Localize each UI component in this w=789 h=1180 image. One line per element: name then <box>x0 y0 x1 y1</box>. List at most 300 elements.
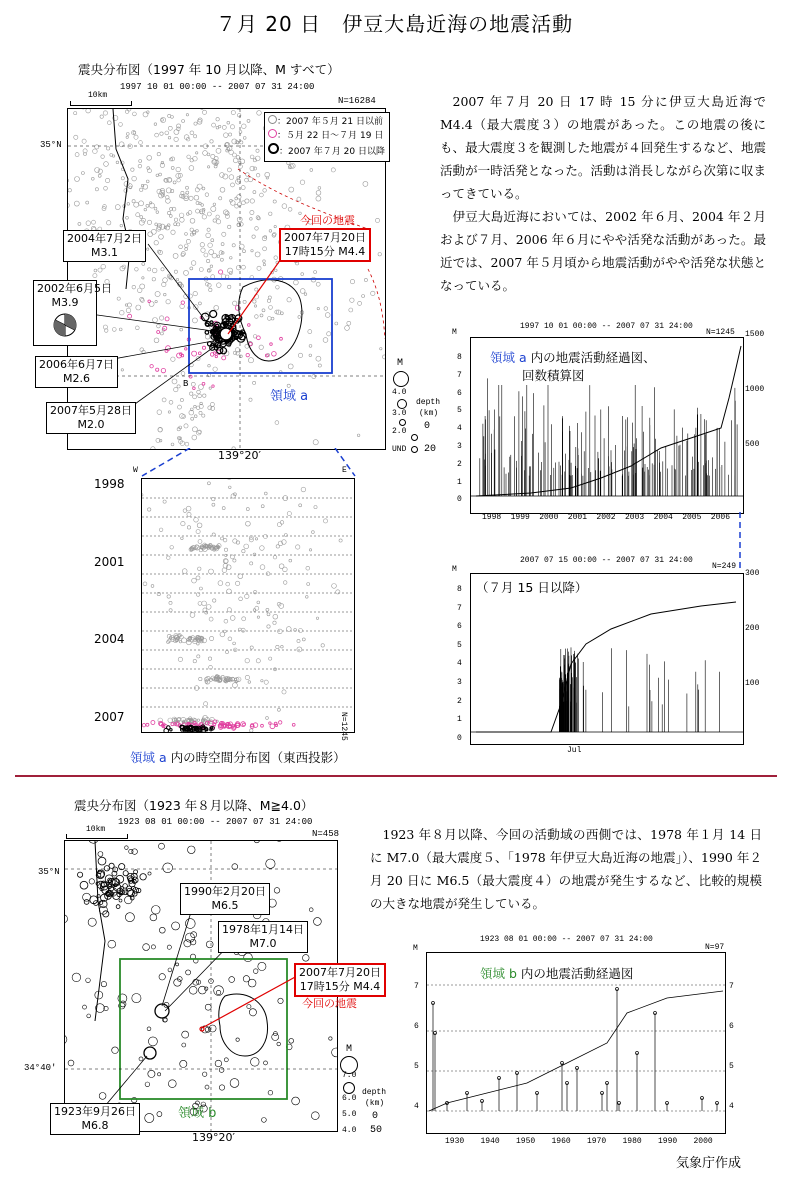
bottom-map-scale: 10km <box>86 825 106 834</box>
top-depth-unit: (km) <box>419 409 439 418</box>
epicenter-old <box>316 356 321 361</box>
epicenter-cluster <box>104 866 109 871</box>
epicenter-old <box>137 288 142 293</box>
axis-tick-label: 6 <box>457 388 462 398</box>
epicenter-old <box>98 169 102 173</box>
epicenter-old <box>238 114 241 117</box>
epicenter-old <box>229 175 234 180</box>
epicenter-old <box>243 137 246 140</box>
epicenter-old <box>140 188 143 191</box>
epicenter-old <box>192 318 197 323</box>
epicenter-old <box>231 111 235 115</box>
spacetime-old <box>264 680 268 684</box>
epicenter-old <box>230 125 234 129</box>
spacetime-old <box>209 569 214 574</box>
epicenter-old <box>257 266 261 270</box>
epicenter-mid <box>189 375 192 378</box>
epicenter-mid <box>165 317 169 321</box>
epicenter-hist <box>292 1097 300 1105</box>
epicenter-old <box>209 288 212 291</box>
epicenter-old <box>288 207 292 211</box>
epicenter-old <box>314 271 317 274</box>
epicenter-old <box>298 353 302 357</box>
epicenter-old <box>171 116 174 119</box>
axis-tick-label: 4 <box>729 1102 734 1111</box>
epicenter-hist <box>230 1079 239 1088</box>
epicenter-hist <box>314 918 322 926</box>
spacetime-old <box>316 617 318 619</box>
spacetime-old <box>192 578 197 583</box>
epicenter-old <box>211 206 216 211</box>
epicenter-old <box>163 278 168 283</box>
epicenter-old <box>180 328 183 331</box>
cumulative-curve <box>476 602 736 732</box>
epicenter-old <box>138 164 142 168</box>
epicenter-old <box>136 213 140 217</box>
epicenter-old <box>98 268 102 272</box>
top-description <box>440 90 766 297</box>
epicenter-old <box>269 212 272 215</box>
epicenter-old <box>271 317 274 320</box>
epicenter-old <box>192 427 197 432</box>
bottom-map-lon: 139°20′ <box>192 1131 235 1144</box>
epicenter-old <box>126 216 129 219</box>
epicenter-old <box>308 330 312 334</box>
epicenter-old <box>312 375 316 379</box>
spacetime-caption: 領域 a 内の時空間分布図（東西投影） <box>130 750 346 765</box>
epicenter-old <box>255 227 259 231</box>
spacetime-old <box>312 531 315 534</box>
spacetime-mid <box>270 724 275 729</box>
axis-tick-label: 1970 <box>587 1137 607 1146</box>
epicenter-old <box>127 303 131 307</box>
epicenter-old <box>98 174 101 177</box>
epicenter-hist <box>143 944 150 951</box>
epicenter-hist <box>303 955 310 962</box>
graph3-title: 領域 b 内の地震活動経過図 <box>480 966 634 981</box>
spacetime-old <box>242 617 246 621</box>
epicenter-old <box>313 440 318 445</box>
epicenter-hist <box>185 919 195 929</box>
epicenter-old <box>154 241 158 245</box>
epicenter-old <box>263 247 267 251</box>
spacetime-old <box>169 601 172 604</box>
epicenter-cluster <box>80 881 88 889</box>
epicenter-old <box>204 253 208 257</box>
epicenter-hist <box>108 940 116 948</box>
epicenter-old <box>127 203 130 206</box>
epicenter-old <box>202 414 205 417</box>
axis-tick-label: 1500 <box>745 330 765 339</box>
epicenter-old <box>176 278 178 280</box>
spacetime-old <box>206 605 211 610</box>
top-paragraph-2: 伊豆大島近海においては、2002 年６月、2004 年２月および７月、2006 年６月にやや活発な活動があった。最近では、2007 年５月頃から地震活動がやや活発な状態となっている。 <box>440 209 766 293</box>
spacetime-old <box>246 508 249 511</box>
graph2-plot <box>470 573 744 745</box>
epicenter-old <box>168 178 172 182</box>
epicenter-old <box>194 195 199 200</box>
epicenter-old <box>86 201 89 204</box>
epicenter-old <box>157 324 161 328</box>
epicenter-old <box>207 166 209 168</box>
epicenter-old <box>180 218 185 223</box>
epicenter-old <box>167 211 170 214</box>
epicenter-old <box>345 326 350 331</box>
cumulative-curve <box>429 991 723 1111</box>
epicenter-old <box>230 257 233 260</box>
epicenter-old <box>160 332 163 335</box>
epicenter-old <box>156 174 159 177</box>
spacetime-old <box>278 629 283 634</box>
spacetime-cluster <box>245 675 249 679</box>
spacetime-old <box>253 553 256 556</box>
epicenter-old <box>132 176 137 181</box>
axis-tick-label: 100 <box>745 679 760 688</box>
epicenter-mid <box>213 352 216 355</box>
epicenter-old <box>190 267 193 270</box>
epicenter-hist <box>216 990 220 994</box>
label-2007-05-28: 2007年5月28日 M2.0 <box>46 402 136 434</box>
epicenter-old <box>347 321 351 325</box>
epicenter-old <box>152 268 157 273</box>
epicenter-hist <box>186 970 191 975</box>
epicenter-old <box>112 328 116 332</box>
epicenter-mid <box>193 387 196 390</box>
epicenter-old <box>168 126 172 130</box>
epicenter-hist <box>244 953 253 962</box>
epicenter-mid <box>156 368 159 371</box>
spacetime-old <box>223 538 227 542</box>
epicenter-old <box>216 220 220 224</box>
epicenter-old <box>180 398 183 401</box>
spacetime-old <box>299 629 303 633</box>
epicenter-old <box>216 118 219 121</box>
epicenter-old <box>263 189 267 193</box>
epicenter-hist <box>112 1047 119 1054</box>
epicenter-old <box>190 392 193 395</box>
epicenter-old <box>177 178 181 182</box>
epicenter-hist <box>148 872 151 875</box>
st-year-2007: 2007 <box>94 710 125 724</box>
spacetime-old <box>263 535 267 539</box>
spacetime-old <box>233 642 236 645</box>
epicenter-old <box>174 387 178 391</box>
label-current-event-bottom: 2007年7月20日 17時15分 M4.4 <box>294 963 386 997</box>
epicenter-old <box>317 307 319 309</box>
epicenter-old <box>133 131 136 134</box>
epicenter-old <box>120 224 123 227</box>
epicenter-old <box>223 210 228 215</box>
epicenter-old <box>186 239 190 243</box>
epicenter-old <box>275 269 278 272</box>
epicenter-old <box>136 305 141 310</box>
epicenter-old <box>255 315 259 319</box>
epicenter-old <box>267 317 271 321</box>
graph1-title: 領域 a 内の地震活動経過図、 回数積算図 <box>490 350 656 383</box>
epicenter-old <box>142 277 144 279</box>
epicenter-old <box>202 215 206 219</box>
epicenter-old <box>229 133 232 136</box>
epicenter-old <box>207 228 210 231</box>
spacetime-old <box>284 534 287 537</box>
bottom-map-lat1: 35°N <box>38 867 60 877</box>
epicenter-old <box>179 213 184 218</box>
spacetime-mid <box>279 721 282 724</box>
epicenter-old <box>161 119 164 122</box>
epicenter-old <box>139 201 144 206</box>
epicenter-hist <box>86 978 91 983</box>
top-depth-0: 0 <box>424 421 431 432</box>
epicenter-old <box>212 253 217 258</box>
epicenter-hist <box>167 945 171 949</box>
epicenter-old <box>209 387 211 389</box>
epicenter-old <box>327 332 331 336</box>
epicenter-old <box>161 268 164 271</box>
bottom-mag-circle-6 <box>343 1082 355 1094</box>
spacetime-plot <box>141 478 355 733</box>
epicenter-old <box>382 355 385 359</box>
epicenter-hist <box>184 940 191 947</box>
epicenter-old <box>74 112 77 115</box>
epicenter-old <box>256 149 259 152</box>
axis-tick-label: 0 <box>457 733 462 743</box>
spacetime-old <box>301 487 306 492</box>
epicenter-hist <box>163 863 173 873</box>
spacetime-old <box>306 596 309 599</box>
epicenter-hist <box>83 893 91 901</box>
spacetime-cluster <box>199 677 202 680</box>
epicenter-old <box>276 286 280 290</box>
epicenter-old <box>181 252 185 256</box>
axis-tick-label: 6 <box>729 1022 734 1031</box>
label-1923-09-26: 1923年9月26日 M6.8 <box>50 1103 140 1135</box>
axis-tick-label: 7 <box>457 603 462 613</box>
epicenter-hist <box>89 841 99 843</box>
epicenter-old <box>135 326 139 330</box>
epicenter-old <box>139 141 143 145</box>
graph2-svg <box>471 574 743 744</box>
spacetime-old <box>299 504 302 507</box>
epicenter-old <box>139 160 142 163</box>
epicenter-old <box>228 285 231 288</box>
epicenter-hist <box>274 888 280 894</box>
epicenter-old <box>160 132 163 135</box>
epicenter-old <box>202 110 206 114</box>
epicenter-old <box>95 188 98 191</box>
spacetime-svg <box>142 479 354 732</box>
spacetime-old <box>282 690 286 694</box>
top-section-title: 震央分布図（1997 年 10 月以降、M すべて） <box>78 62 340 77</box>
epicenter-old <box>104 186 108 190</box>
spacetime-old <box>283 567 288 572</box>
spacetime-old <box>198 602 202 606</box>
epicenter-old <box>248 358 253 363</box>
epicenter-old <box>157 152 160 155</box>
spacetime-old <box>255 538 257 540</box>
spacetime-old <box>264 492 267 495</box>
label-current-event: 2007年7月20日 17時15分 M4.4 <box>279 228 371 262</box>
epicenter-hist <box>219 1085 224 1090</box>
graph2-header: 2007 07 15 00:00 -- 2007 07 31 24:00 <box>520 556 693 565</box>
epicenter-old <box>211 406 215 410</box>
spacetime-old <box>229 486 232 489</box>
epicenter-mid <box>161 368 165 372</box>
epicenter-old <box>216 215 219 218</box>
bottom-section-title: 震央分布図（1923 年８月以降、M≧4.0） <box>74 798 314 813</box>
epicenter-old <box>249 398 252 401</box>
epicenter-old <box>159 234 164 239</box>
epicenter-old <box>207 373 210 376</box>
axis-tick-label: 1960 <box>551 1137 571 1146</box>
epicenter-old <box>309 354 312 357</box>
epicenter-cluster <box>113 892 120 899</box>
epicenter-old <box>154 338 159 343</box>
spacetime-old <box>253 590 257 594</box>
bottom-depth-50: 50 <box>370 1125 383 1136</box>
bottom-paragraph: 1923 年８月以降、今回の活動域の西側では、1978 年１月 14 日に M7.0（最大震度５、「1978 年伊豆大島近海の地震」）、1990 年２月 20 日に M6.5（最大震度４）の地震が発生するなど、比較的規模の大きな地震が発生している。 <box>370 827 762 911</box>
spacetime-old <box>267 613 270 616</box>
epicenter-old <box>194 415 197 418</box>
epicenter-old <box>224 133 229 138</box>
epicenter-old <box>260 193 264 197</box>
epicenter-old <box>171 357 175 361</box>
epicenter-old <box>93 274 97 278</box>
label-1978-01-14: 1978年1月14日 M7.0 <box>218 921 308 953</box>
graph2-count: N=249 <box>712 562 737 571</box>
spacetime-old <box>196 530 200 534</box>
epicenter-hist <box>139 1057 143 1061</box>
epicenter-cluster <box>126 888 133 895</box>
epicenter-old <box>198 302 201 305</box>
spacetime-old <box>306 566 310 570</box>
epicenter-old <box>310 169 313 172</box>
spacetime-old <box>274 668 277 671</box>
epicenter-old <box>206 233 211 238</box>
epicenter-cluster <box>78 872 83 877</box>
epicenter-hist <box>159 974 165 980</box>
spacetime-old <box>203 608 207 612</box>
axis-tick-label: 3 <box>457 442 462 451</box>
epicenter-old <box>182 120 185 123</box>
bottom-depth-unit: (km) <box>365 1099 385 1108</box>
epicenter-old <box>363 181 368 186</box>
epicenter-hist <box>180 1060 187 1067</box>
epicenter-old <box>186 114 188 116</box>
epicenter-mid <box>235 306 240 311</box>
epicenter-old <box>237 217 242 222</box>
epicenter-old <box>154 207 157 210</box>
top-mag-2: 2.0 <box>392 427 407 436</box>
graph1-count: N=1245 <box>706 328 735 337</box>
epicenter-old <box>241 186 245 190</box>
epicenter-old <box>194 135 197 138</box>
axis-tick-label: 1930 <box>445 1137 465 1146</box>
epicenter-old <box>185 442 189 446</box>
epicenter-hist <box>243 976 249 982</box>
epicenter-old <box>364 278 367 281</box>
spacetime-old <box>233 559 236 562</box>
axis-tick-label: 300 <box>745 569 760 578</box>
spacetime-old <box>246 521 251 526</box>
label-1990-02-20: 1990年2月20日 M6.5 <box>180 883 270 915</box>
epicenter-old <box>250 155 254 159</box>
epicenter-old <box>220 187 225 192</box>
epicenter-old <box>86 221 91 226</box>
bottom-mag-6: 6.0 <box>342 1094 357 1103</box>
epicenter-old <box>151 229 156 234</box>
epicenter-old <box>143 112 148 117</box>
epicenter-hist <box>262 1118 267 1123</box>
axis-tick-label: 4 <box>414 1102 419 1111</box>
epicenter-old <box>185 244 189 248</box>
epicenter-old <box>211 239 214 242</box>
spacetime-old <box>266 608 269 611</box>
spacetime-old <box>239 597 243 601</box>
epicenter-old <box>250 218 253 221</box>
bottom-mag-4: 4.0 <box>342 1126 357 1135</box>
epicenter-old <box>287 298 291 302</box>
epicenter-old <box>232 244 235 247</box>
epicenter-old <box>233 158 238 163</box>
epicenter-old <box>253 191 256 194</box>
spacetime-old <box>232 683 237 688</box>
epicenter-old <box>174 137 178 141</box>
epicenter-mid <box>212 385 214 387</box>
spacetime-old <box>208 657 211 660</box>
epicenter-old <box>288 364 293 369</box>
epicenter-old <box>133 112 137 116</box>
epicenter-hist <box>247 1005 251 1009</box>
epicenter-mid <box>272 352 277 357</box>
epicenter-old <box>172 379 177 384</box>
epicenter-hist <box>277 1042 281 1046</box>
top-mag-und: UND <box>392 445 407 454</box>
epicenter-old <box>335 322 338 325</box>
epicenter-old <box>199 268 203 272</box>
epicenter-hist <box>147 1027 151 1031</box>
epicenter-hist <box>68 1060 74 1066</box>
spacetime-old <box>332 584 337 589</box>
epicenter-mid <box>219 270 223 274</box>
axis-tick-label: 7 <box>729 982 734 991</box>
spacetime-old <box>250 562 253 565</box>
spacetime-old <box>260 546 265 551</box>
epicenter-old <box>86 109 91 113</box>
epicenter-hist <box>157 1112 162 1117</box>
epicenter-hist <box>125 846 129 850</box>
spacetime-old <box>256 659 260 663</box>
epicenter-hist <box>151 945 155 949</box>
epicenter-old <box>205 334 210 339</box>
epicenter-old <box>358 301 362 305</box>
epicenter-mid <box>128 314 132 318</box>
spacetime-cluster <box>170 546 174 550</box>
label-leader <box>162 899 195 1006</box>
epicenter-old <box>199 411 202 414</box>
spacetime-old <box>197 523 202 528</box>
epicenter-cluster <box>98 857 106 865</box>
epicenter-old <box>146 180 149 183</box>
epicenter-old <box>208 364 211 367</box>
epicenter-old <box>196 152 198 154</box>
epicenter-old <box>316 282 320 286</box>
graph2-x-tick: Jul <box>567 746 582 755</box>
epicenter-old <box>227 168 231 172</box>
epicenter-old <box>222 125 226 129</box>
spacetime-old <box>296 545 300 549</box>
epicenter-old <box>207 153 210 156</box>
epicenter-mid <box>198 352 201 355</box>
